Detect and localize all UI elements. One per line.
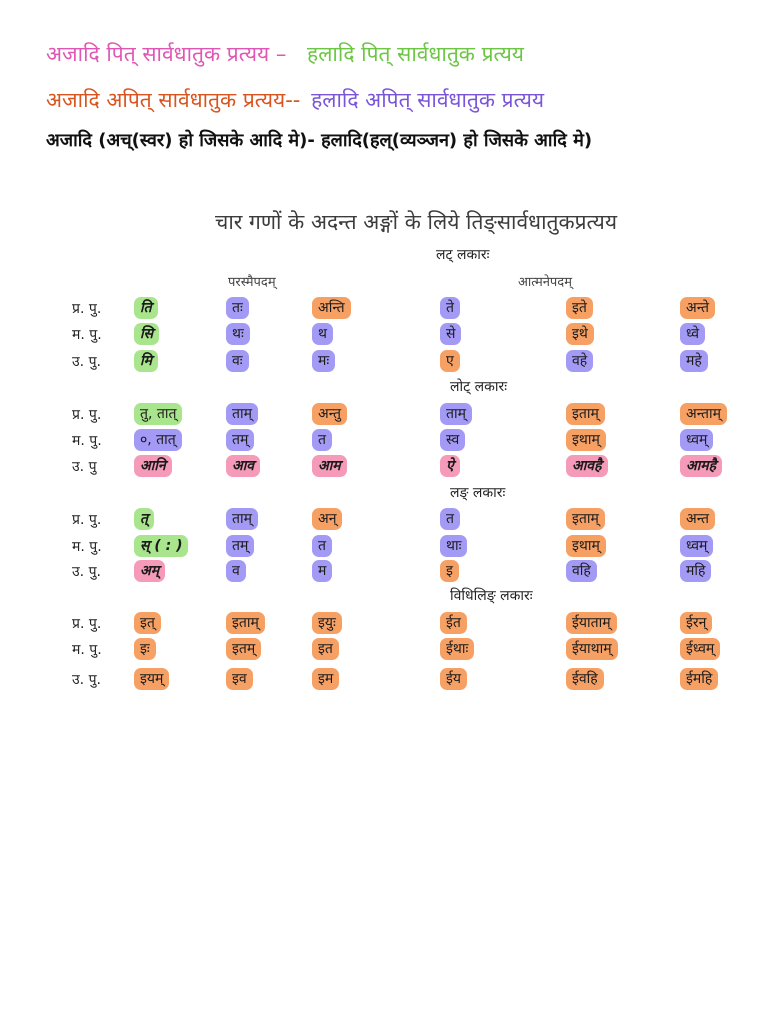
suffix-cell: त्: [134, 508, 154, 530]
table-row: [0, 403, 768, 427]
person-label: म. पु.: [72, 327, 102, 343]
table-row: [0, 612, 768, 636]
suffix-cell: सि: [134, 323, 159, 345]
suffix-cell: महे: [680, 350, 708, 372]
suffix-cell: ईयाथाम्: [566, 638, 618, 660]
table-row: [0, 508, 768, 532]
suffix-cell: ईत: [440, 612, 467, 634]
suffix-cell: इथाम्: [566, 429, 606, 451]
table-row: [0, 350, 768, 374]
suffix-cell: ऐ: [440, 455, 460, 477]
table-row: [0, 535, 768, 559]
suffix-cell: इथे: [566, 323, 594, 345]
lakara-title: विधिलिङ् लकारः: [450, 588, 533, 604]
person-label: म. पु.: [72, 642, 102, 658]
suffix-cell: ताम्: [226, 403, 258, 425]
suffix-cell: आनि: [134, 455, 172, 477]
person-label: उ. पु.: [72, 672, 101, 688]
suffix-cell: इतम्: [226, 638, 261, 660]
legend-definition: अजादि (अच्(स्वर) हो जिसके आदि मे)- हलादि(हल्(व्यञ्जन) हो जिसके आदि मे): [46, 130, 593, 151]
table-row: [0, 668, 768, 692]
suffix-cell: वहि: [566, 560, 597, 582]
suffix-cell: तु, तात्: [134, 403, 182, 425]
person-label: प्र. पु.: [72, 512, 102, 528]
suffix-cell: त: [312, 429, 332, 451]
person-label: प्र. पु.: [72, 301, 102, 317]
suffix-cell: अम्: [134, 560, 165, 582]
suffix-cell: त: [312, 535, 332, 557]
lakara-title: लोट् लकारः: [450, 379, 508, 395]
person-label: प्र. पु.: [72, 407, 102, 423]
suffix-cell: ताम्: [440, 403, 472, 425]
column-header-atmanepada: आत्मनेपदम्: [518, 275, 572, 290]
suffix-cell: ए: [440, 350, 460, 372]
suffix-cell: ईमहि: [680, 668, 718, 690]
suffix-cell: ति: [134, 297, 158, 319]
legend-haladi-pit: हलादि पित् सार्वधातुक प्रत्यय: [307, 42, 524, 66]
table-row: [0, 323, 768, 347]
suffix-cell: से: [440, 323, 461, 345]
table-row: [0, 455, 768, 479]
lakara-title: लट् लकारः: [436, 247, 490, 263]
suffix-cell: आमहै: [680, 455, 722, 477]
suffix-cell: मः: [312, 350, 335, 372]
column-header-parasmaipada: परस्मैपदम्: [228, 275, 276, 290]
suffix-cell: ध्वे: [680, 323, 705, 345]
suffix-cell: वहे: [566, 350, 593, 372]
legend-line-pit: [46, 40, 524, 68]
suffix-cell: अन्ते: [680, 297, 715, 319]
suffix-cell: स्व: [440, 429, 465, 451]
suffix-cell: इ: [440, 560, 459, 582]
table-row: [0, 297, 768, 321]
suffix-cell: इयम्: [134, 668, 169, 690]
suffix-cell: महि: [680, 560, 711, 582]
suffix-cell: आव: [226, 455, 260, 477]
legend-ajadi-pit: अजादि पित् सार्वधातुक प्रत्यय –: [46, 42, 287, 66]
suffix-cell: स् ( : ): [134, 535, 188, 557]
suffix-cell: आम: [312, 455, 347, 477]
table-row: [0, 429, 768, 453]
suffix-cell: ते: [440, 297, 460, 319]
suffix-cell: इत: [312, 638, 339, 660]
suffix-cell: इम: [312, 668, 339, 690]
suffix-cell: अन्तु: [312, 403, 347, 425]
table-row: [0, 638, 768, 662]
suffix-cell: थाः: [440, 535, 467, 557]
suffix-cell: इथाम्: [566, 535, 606, 557]
suffix-cell: थ: [312, 323, 333, 345]
legend-line-apit: [46, 86, 544, 114]
suffix-cell: अन्ति: [312, 297, 351, 319]
suffix-cell: इताम्: [566, 403, 605, 425]
suffix-cell: इताम्: [226, 612, 265, 634]
suffix-cell: थः: [226, 323, 250, 345]
suffix-cell: आवहै: [566, 455, 608, 477]
person-label: प्र. पु.: [72, 616, 102, 632]
suffix-cell: इयुः: [312, 612, 342, 634]
suffix-cell: इत्: [134, 612, 161, 634]
suffix-cell: म: [312, 560, 332, 582]
suffix-cell: ध्वम्: [680, 535, 713, 557]
person-label: उ. पु.: [72, 564, 101, 580]
suffix-cell: तः: [226, 297, 249, 319]
suffix-cell: तम्: [226, 535, 254, 557]
suffix-cell: ईरन्: [680, 612, 712, 634]
person-label: उ. पु: [72, 459, 97, 475]
suffix-cell: इताम्: [566, 508, 605, 530]
suffix-cell: इव: [226, 668, 253, 690]
suffix-cell: ध्वम्: [680, 429, 713, 451]
legend-haladi-apit: हलादि अपित् सार्वधातुक प्रत्यय: [311, 88, 545, 112]
suffix-cell: ०, तात्: [134, 429, 182, 451]
suffix-cell: तम्: [226, 429, 254, 451]
suffix-cell: ईथाः: [440, 638, 474, 660]
suffix-cell: ताम्: [226, 508, 258, 530]
suffix-cell: त: [440, 508, 460, 530]
suffix-cell: ईवहि: [566, 668, 604, 690]
suffix-cell: व: [226, 560, 246, 582]
suffix-cell: अन्: [312, 508, 342, 530]
suffix-cell: ईध्वम्: [680, 638, 720, 660]
lakara-title: लङ् लकारः: [450, 485, 506, 501]
suffix-cell: मि: [134, 350, 158, 372]
suffix-cell: अन्त: [680, 508, 715, 530]
suffix-cell: वः: [226, 350, 249, 372]
table-row: [0, 560, 768, 584]
suffix-cell: इः: [134, 638, 156, 660]
suffix-cell: ईय: [440, 668, 467, 690]
table-title: चार गणों के अदन्त अङ्गों के लिये तिङ्सार्वधातुकप्रत्यय: [215, 210, 618, 234]
person-label: म. पु.: [72, 433, 102, 449]
suffix-cell: अन्ताम्: [680, 403, 727, 425]
person-label: उ. पु.: [72, 354, 101, 370]
person-label: म. पु.: [72, 539, 102, 555]
suffix-cell: इते: [566, 297, 593, 319]
legend-ajadi-apit: अजादि अपित् सार्वधातुक प्रत्यय--: [46, 88, 301, 112]
suffix-cell: ईयाताम्: [566, 612, 617, 634]
